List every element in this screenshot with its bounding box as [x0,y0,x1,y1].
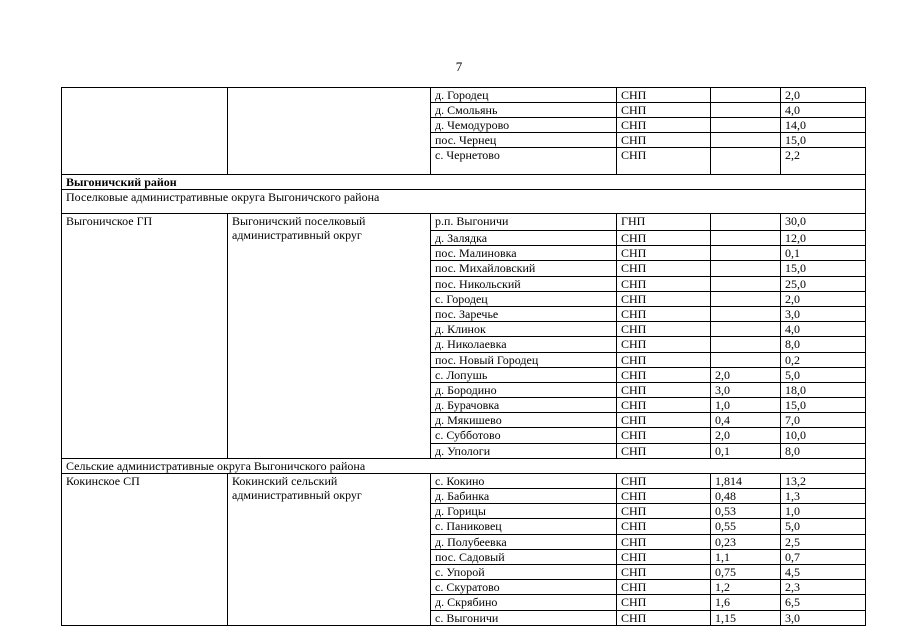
settlement-type-cell: СНП [617,534,711,549]
settlement-name-cell: с. Выгоничи [431,610,617,625]
area-existing-cell [711,88,781,103]
area-planned-cell: 2,5 [781,534,866,549]
settlement-type-cell: СНП [617,118,711,133]
settlement-name-cell: д. Горицы [431,504,617,519]
district-heading: Выгоничский район [62,175,866,190]
area-existing-cell: 0,23 [711,534,781,549]
area-planned-cell: 4,5 [781,564,866,579]
settlement-name-cell: д. Мякишево [431,413,617,428]
area-existing-cell [711,103,781,118]
settlement-name-cell: пос. Садовый [431,549,617,564]
settlement-name-cell: д. Полубеевка [431,534,617,549]
area-existing-cell: 0,1 [711,443,781,458]
settlements-table [61,87,866,626]
area-planned-cell: 2,0 [781,291,866,306]
area-existing-cell [711,337,781,352]
settlement-type-cell: СНП [617,261,711,276]
settlement-type-cell: СНП [617,306,711,321]
area-planned-cell: 3,0 [781,306,866,321]
settlement-type-cell: СНП [617,504,711,519]
table-row [62,88,866,103]
area-existing-cell: 0,48 [711,489,781,504]
settlement-type-cell: СНП [617,382,711,397]
okrug-cell: Кокинский сельский административный округ [228,473,431,625]
area-planned-cell: 13,2 [781,473,866,488]
settlement-type-cell: СНП [617,322,711,337]
area-existing-cell [711,291,781,306]
settlement-name-cell: пос. Заречье [431,306,617,321]
area-planned-cell: 0,2 [781,352,866,367]
area-existing-cell [711,118,781,133]
area-planned-cell: 5,0 [781,519,866,534]
settlement-name-cell: д. Городец [431,88,617,103]
settlement-type-cell: СНП [617,148,711,175]
municipality-cell: Выгоничское ГП [62,214,228,459]
area-existing-cell [711,306,781,321]
settlement-name-cell: пос. Михайловский [431,261,617,276]
area-existing-cell [711,276,781,291]
area-planned-cell: 8,0 [781,443,866,458]
table-row [62,473,866,488]
area-existing-cell: 1,1 [711,549,781,564]
okrug-cell [228,88,431,175]
area-planned-cell: 25,0 [781,276,866,291]
okrug-heading-row [62,458,866,473]
settlement-type-cell: СНП [617,549,711,564]
area-existing-cell [711,261,781,276]
settlement-type-cell: СНП [617,564,711,579]
settlement-okrug-heading: Поселковые административные округа Выгоничского района [62,190,866,214]
settlement-type-cell: СНП [617,443,711,458]
settlement-name-cell: с. Упорой [431,564,617,579]
area-existing-cell: 0,75 [711,564,781,579]
okrug-heading-row [62,190,866,214]
area-existing-cell [711,133,781,148]
area-planned-cell: 0,1 [781,246,866,261]
okrug-cell: Выгоничский поселковый административный округ [228,214,431,459]
settlement-type-cell: СНП [617,398,711,413]
settlement-name-cell: д. Смольянь [431,103,617,118]
area-existing-cell: 1,814 [711,473,781,488]
settlement-name-cell: д. Бородино [431,382,617,397]
area-planned-cell: 15,0 [781,261,866,276]
settlement-type-cell: СНП [617,473,711,488]
settlement-type-cell: СНП [617,519,711,534]
area-planned-cell: 10,0 [781,428,866,443]
area-planned-cell: 1,3 [781,489,866,504]
settlement-name-cell: с. Кокино [431,473,617,488]
settlement-type-cell: СНП [617,367,711,382]
area-existing-cell: 2,0 [711,428,781,443]
settlement-type-cell: СНП [617,133,711,148]
area-planned-cell: 30,0 [781,214,866,231]
area-existing-cell: 1,2 [711,580,781,595]
settlement-type-cell: СНП [617,489,711,504]
settlement-name-cell: пос. Новый Городец [431,352,617,367]
area-existing-cell [711,214,781,231]
area-planned-cell: 2,0 [781,88,866,103]
area-existing-cell: 1,15 [711,610,781,625]
settlement-name-cell: д. Чемодурово [431,118,617,133]
settlement-type-cell: СНП [617,103,711,118]
settlement-name-cell: с. Субботово [431,428,617,443]
area-planned-cell: 7,0 [781,413,866,428]
area-existing-cell: 3,0 [711,382,781,397]
settlement-name-cell: д. Бабинка [431,489,617,504]
area-planned-cell: 12,0 [781,231,866,246]
area-planned-cell: 15,0 [781,398,866,413]
settlement-name-cell: д. Скрябино [431,595,617,610]
settlement-type-cell: СНП [617,428,711,443]
area-planned-cell: 3,0 [781,610,866,625]
district-heading-row [62,175,866,190]
area-existing-cell: 1,6 [711,595,781,610]
settlement-type-cell: СНП [617,231,711,246]
settlement-name-cell: пос. Никольский [431,276,617,291]
settlement-type-cell: СНП [617,276,711,291]
settlement-name-cell: р.п. Выгоничи [431,214,617,231]
settlement-type-cell: СНП [617,352,711,367]
rural-okrug-heading: Сельские административные округа Выгоничского района [62,458,866,473]
settlement-name-cell: с. Паниковец [431,519,617,534]
area-planned-cell: 14,0 [781,118,866,133]
settlement-name-cell: с. Скуратово [431,580,617,595]
area-existing-cell: 0,53 [711,504,781,519]
settlement-name-cell: д. Бурачовка [431,398,617,413]
settlement-type-cell: ГНП [617,214,711,231]
area-planned-cell: 0,7 [781,549,866,564]
area-existing-cell: 1,0 [711,398,781,413]
settlement-name-cell: пос. Малиновка [431,246,617,261]
area-existing-cell [711,322,781,337]
area-existing-cell [711,148,781,175]
area-planned-cell: 2,2 [781,148,866,175]
settlement-type-cell: СНП [617,337,711,352]
settlement-name-cell: д. Упологи [431,443,617,458]
area-planned-cell: 15,0 [781,133,866,148]
settlement-name-cell: д. Клинок [431,322,617,337]
area-existing-cell [711,352,781,367]
settlement-name-cell: пос. Чернец [431,133,617,148]
settlement-type-cell: СНП [617,246,711,261]
area-existing-cell: 2,0 [711,367,781,382]
settlement-name-cell: д. Николаевка [431,337,617,352]
area-existing-cell: 0,55 [711,519,781,534]
area-planned-cell: 8,0 [781,337,866,352]
settlement-type-cell: СНП [617,595,711,610]
settlement-type-cell: СНП [617,580,711,595]
settlement-type-cell: СНП [617,88,711,103]
settlement-type-cell: СНП [617,413,711,428]
area-planned-cell: 5,0 [781,367,866,382]
area-planned-cell: 6,5 [781,595,866,610]
area-existing-cell [711,231,781,246]
area-planned-cell: 2,3 [781,580,866,595]
municipality-cell [62,88,228,175]
area-planned-cell: 4,0 [781,322,866,337]
area-existing-cell [711,246,781,261]
settlement-name-cell: д. Залядка [431,231,617,246]
area-planned-cell: 4,0 [781,103,866,118]
page-number: 7 [455,59,463,74]
settlements-table-body [62,88,866,626]
settlement-type-cell: СНП [617,291,711,306]
settlement-type-cell: СНП [617,610,711,625]
municipality-cell: Кокинское СП [62,473,228,625]
area-planned-cell: 1,0 [781,504,866,519]
table-row [62,214,866,231]
area-existing-cell: 0,4 [711,413,781,428]
settlement-name-cell: с. Городец [431,291,617,306]
settlement-name-cell: с. Лопушь [431,367,617,382]
settlement-name-cell: с. Чернетово [431,148,617,175]
area-planned-cell: 18,0 [781,382,866,397]
